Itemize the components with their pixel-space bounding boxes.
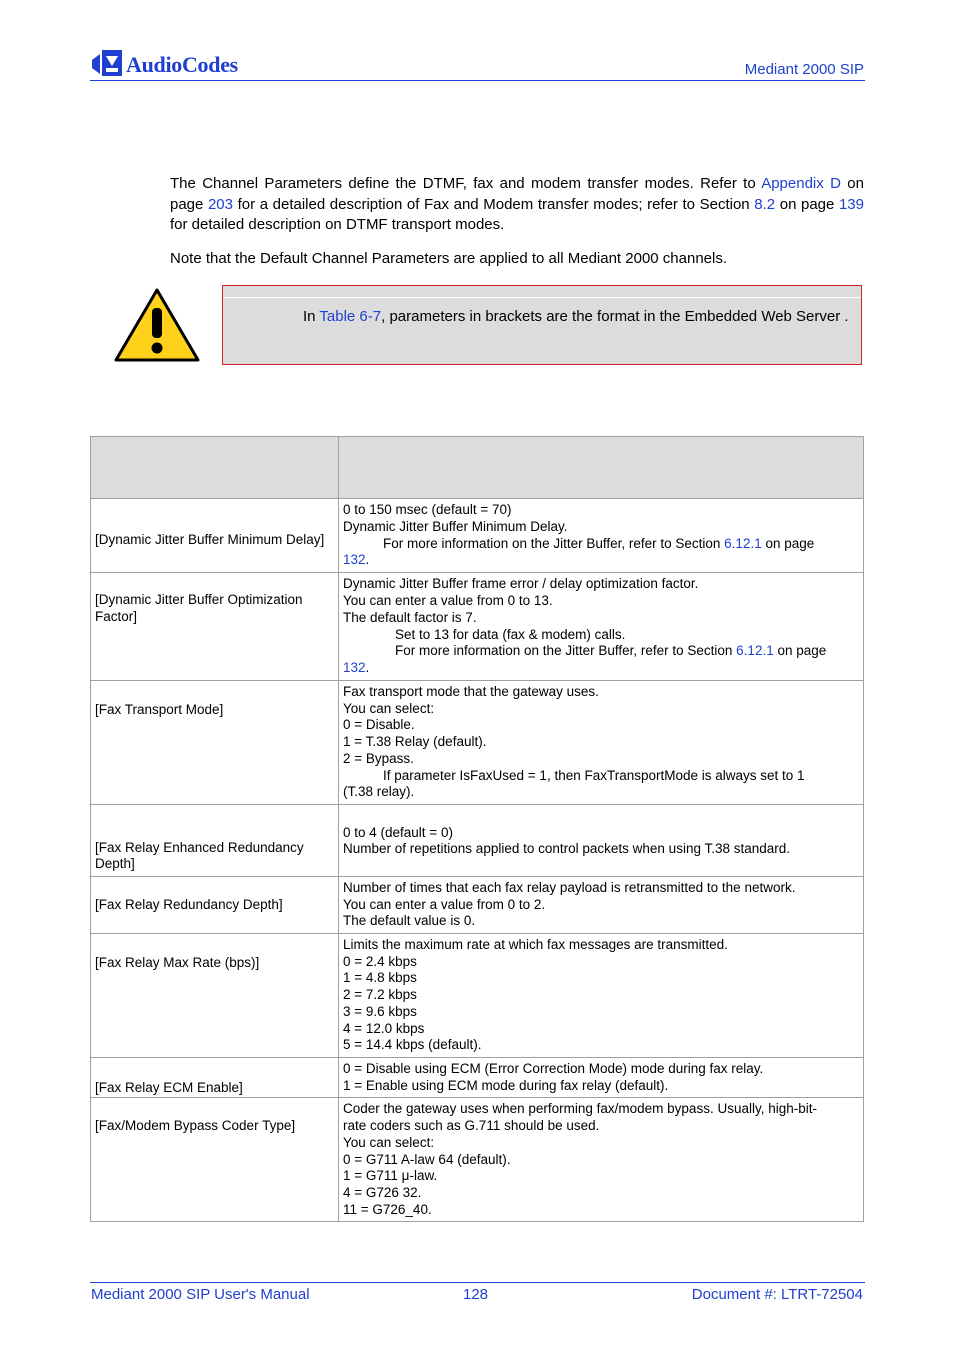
logo-mark-icon (90, 48, 124, 78)
desc-note-text: on page (773, 643, 827, 659)
desc-line: Coder the gateway uses when performing fax/modem bypass. Usually, high-bit- (343, 1101, 817, 1117)
link-section-8-2[interactable]: 8.2 (754, 195, 776, 213)
desc-line: You can enter a value from 0 to 2. (343, 896, 546, 912)
desc-line: You can select: (343, 1134, 435, 1150)
desc-note-text: . (365, 552, 370, 568)
desc-line: 1 = 4.8 kbps (343, 970, 417, 986)
desc-line: 1 = Enable using ECM mode during fax relay (default). (343, 1077, 669, 1093)
desc-line: 0 = Disable using ECM (Error Correction Mode) mode during fax relay. (343, 1060, 764, 1076)
header-rule (90, 80, 865, 81)
parameter-description (339, 934, 864, 1058)
note-text-part: In (303, 308, 320, 325)
parameter-description (339, 1098, 864, 1222)
table-row (91, 499, 864, 573)
desc-line: Dynamic Jitter Buffer Minimum Delay. (343, 518, 568, 534)
parameter-name: [Fax Transport Mode] (91, 681, 339, 805)
link-table-6-7[interactable]: Table 6-7 (319, 308, 382, 325)
parameter-description (339, 876, 864, 933)
desc-line: Limits the maximum rate at which fax messages are transmitted. (343, 937, 728, 953)
desc-note-cont (343, 552, 859, 569)
parameter-description (339, 573, 864, 681)
parameter-description (339, 681, 864, 805)
desc-line: 11 = G726_40. (343, 1201, 432, 1217)
table-row (91, 681, 864, 805)
intro-note-paragraph: Note that the Default Channel Parameters are applied to all Mediant 2000 channels. (170, 250, 728, 267)
footer-manual-title: Mediant 2000 SIP User's Manual (91, 1286, 310, 1303)
desc-line: 2 = 7.2 kbps (343, 987, 417, 1003)
parameter-name: [Dynamic Jitter Buffer Optimization Factor] (91, 573, 339, 681)
desc-line: 4 = 12.0 kbps (343, 1020, 425, 1036)
table-header-cell (91, 437, 339, 499)
desc-line: You can select: (343, 700, 435, 716)
intro-text: The Channel Parameters define the DTMF, fax and modem transfer modes. Refer to (170, 175, 762, 192)
table-row (91, 876, 864, 933)
parameter-description (339, 804, 864, 876)
channel-parameters-table (90, 436, 864, 1222)
parameter-name: [Dynamic Jitter Buffer Minimum Delay] (91, 499, 339, 573)
note-rule (223, 297, 861, 298)
parameter-name: [Fax Relay Enhanced Redundancy Depth] (91, 804, 339, 876)
link-section-6-12-1[interactable]: 6.12.1 (724, 535, 762, 551)
desc-line: 0 = 2.4 kbps (343, 953, 417, 969)
parameter-name: [Fax/Modem Bypass Coder Type] (91, 1098, 339, 1222)
link-section-6-12-1[interactable]: 6.12.1 (736, 643, 774, 659)
desc-line: 0 = Disable. (343, 717, 415, 733)
desc-note-text: . (365, 659, 370, 675)
desc-line: The default factor is 7. (343, 609, 477, 625)
intro-text: for detailed description on DTMF transport modes. (170, 216, 505, 233)
desc-line: 4 = G726 32. (343, 1184, 422, 1200)
desc-line: You can enter a value from 0 to 13. (343, 593, 553, 609)
intro-paragraph (170, 174, 864, 236)
desc-line: Set to 13 for data (fax & modem) calls. (395, 626, 626, 642)
desc-line: 2 = Bypass. (343, 750, 414, 766)
warning-icon (114, 288, 200, 362)
parameter-description (339, 499, 864, 573)
parameter-name: [Fax Relay Redundancy Depth] (91, 876, 339, 933)
note-text (303, 306, 853, 327)
desc-line: 3 = 9.6 kbps (343, 1003, 417, 1019)
desc-note (343, 643, 859, 660)
desc-line: Number of times that each fax relay payload is retransmitted to the network. (343, 879, 796, 895)
parameter-name: [Fax Relay Max Rate (bps)] (91, 934, 339, 1058)
desc-line: Dynamic Jitter Buffer frame error / delay optimization factor. (343, 576, 699, 592)
desc-note-text: For more information on the Jitter Buffer, refer to Section (383, 535, 725, 551)
note-text-part: . (840, 308, 849, 325)
note-box (222, 285, 862, 365)
desc-line: The default value is 0. (343, 913, 476, 929)
parameter-name: [Fax Relay ECM Enable] (91, 1057, 339, 1097)
table-row (91, 1098, 864, 1222)
desc-line: If parameter IsFaxUsed = 1, then FaxTransportMode is always set to 1 (383, 767, 805, 783)
audiocodes-logo (90, 48, 250, 78)
link-page-203[interactable]: 203 (207, 195, 233, 213)
desc-line: 5 = 14.4 kbps (default). (343, 1037, 482, 1053)
desc-line: Number of repetitions applied to control packets when using T.38 standard. (343, 841, 791, 857)
desc-line: rate coders such as G.711 should be used. (343, 1118, 600, 1134)
desc-note-text: For more information on the Jitter Buffer, refer to Section (395, 643, 737, 659)
table-row (91, 573, 864, 681)
table-row (91, 804, 864, 876)
note-text-part: , parameters in brackets are the format in the Embedded Web Server (381, 308, 841, 325)
table-row (91, 1057, 864, 1097)
desc-note (343, 536, 859, 553)
table-header-cell (339, 437, 864, 499)
parameter-description (339, 1057, 864, 1097)
intro-text: for a detailed description of Fax and Modem transfer modes; refer to Section (233, 195, 755, 213)
table-row (91, 934, 864, 1058)
desc-line: Fax transport mode that the gateway uses. (343, 684, 599, 699)
desc-line: 0 = G711 A-law 64 (default). (343, 1151, 511, 1167)
desc-note-cont (343, 660, 859, 677)
table-header-row (91, 437, 864, 499)
desc-line: (T.38 relay). (343, 784, 415, 800)
desc-line: 0 to 150 msec (default = 70) (343, 502, 512, 518)
desc-line: 0 to 4 (default = 0) (343, 824, 453, 840)
link-appendix-d[interactable]: Appendix D (761, 175, 841, 192)
footer-page-number: 128 (463, 1286, 489, 1303)
link-page-132[interactable]: 132 (343, 659, 366, 675)
footer-rule (90, 1282, 865, 1283)
header-product: Mediant 2000 SIP (744, 61, 864, 78)
desc-line: 1 = G711 μ-law. (343, 1168, 438, 1184)
desc-line: 1 = T.38 Relay (default). (343, 734, 487, 750)
desc-note-text: on page (761, 535, 815, 551)
intro-text: on page (775, 195, 839, 213)
footer-document-number: Document #: LTRT-72504 (691, 1286, 863, 1303)
link-page-139[interactable]: 139 (838, 195, 864, 213)
intro-text: on page (170, 175, 864, 213)
logo-text: AudioCodes (126, 52, 238, 77)
link-page-132[interactable]: 132 (343, 552, 366, 568)
